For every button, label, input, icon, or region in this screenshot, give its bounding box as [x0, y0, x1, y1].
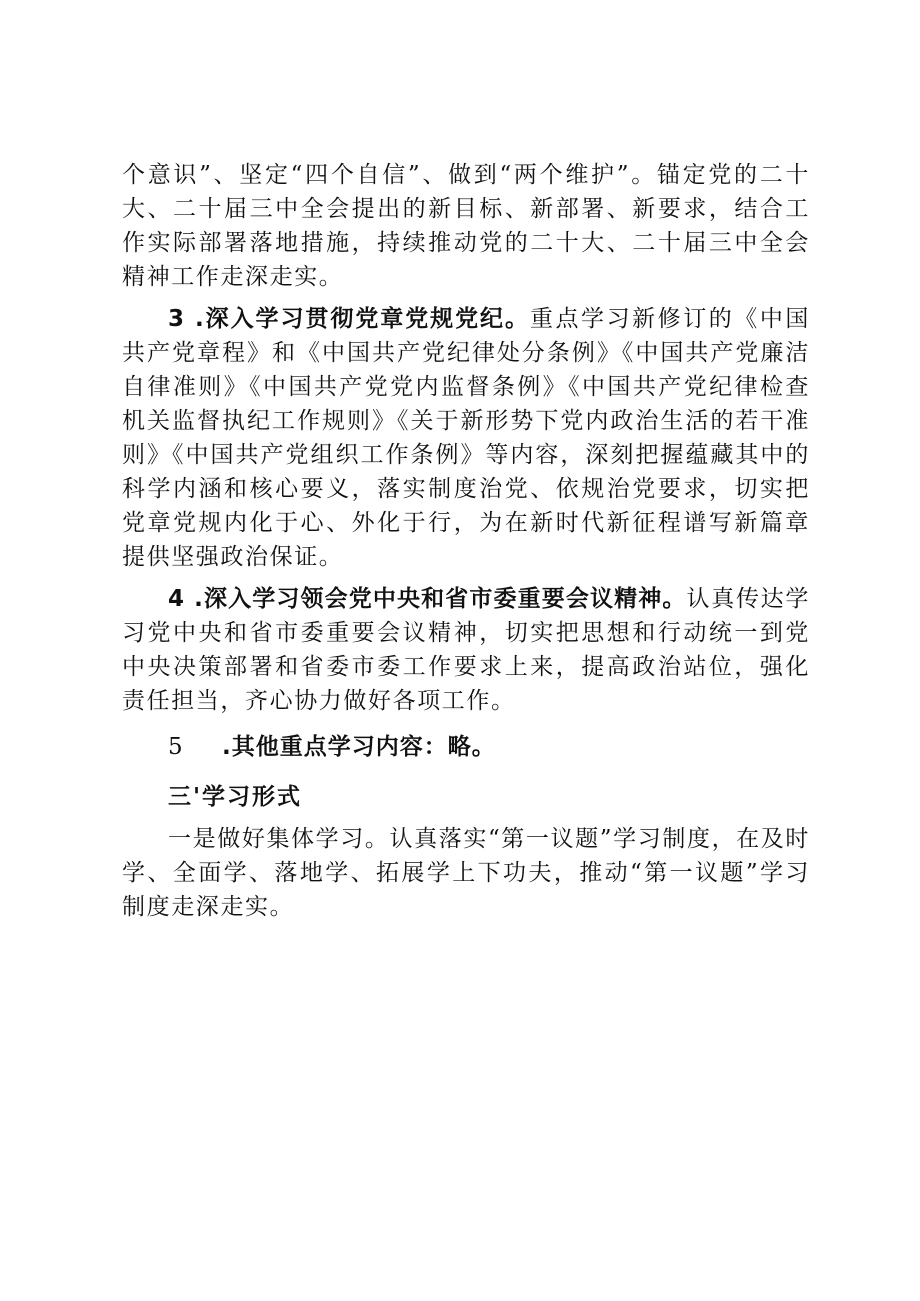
- item-3-lead: 3 .深入学习贯彻党章党规党纪。: [168, 306, 530, 332]
- paragraph-collective-study: 一是做好集体学习。认真落实“第一议题”学习制度，在及时学、全面学、落地学、拓展学上下功夫，推动“第一议题”学习制度走深走实。: [122, 826, 810, 920]
- item-3-body: 重点学习新修订的《中国共产党章程》和《中国共产党纪律处分条例》《中国共产党廉洁自律准则》《中国共产党党内监督条例》《中国共产党纪律检查机关监督执纪工作规则》《关于新形势下党内政治生活的若干准则》《中国共产党组织工作条例》等内容，深刻把握蕴藏其中的科学内涵和核心要义，落实制度治党、依规治党要求，切实把党章党规内化于心、外化于行，为在新时代新征程谱写新篇章提供坚强政治保证。: [122, 306, 810, 570]
- item-4-body: 认真传达学习党中央和省市委重要会议精神，切实把思想和行动统一到党中央决策部署和省委市委工作要求上来，提高政治站位，强化责任担当，齐心协力做好各项工作。: [122, 586, 810, 714]
- paragraph-item-5: [122, 730, 810, 764]
- item-5-number: 5: [168, 734, 184, 760]
- item-4-lead: 4 .深入学习领会党中央和省市委重要会议精神。: [168, 586, 687, 612]
- paragraph-continuation: 个意识”、坚定“四个自信”、做到“两个维护”。锚定党的二十大、二十届三中全会提出的新目标、新部署、新要求，结合工作实际部署落地措施，持续推动党的二十大、二十届三中全会精神工作走深走实。: [122, 162, 810, 290]
- item-5-text: .其他重点学习内容：略。: [222, 734, 496, 760]
- paragraph-item-3: [122, 302, 810, 574]
- paragraph-item-4: [122, 582, 810, 718]
- document-body: [122, 158, 810, 932]
- section-heading: 三'学习形式: [168, 784, 303, 810]
